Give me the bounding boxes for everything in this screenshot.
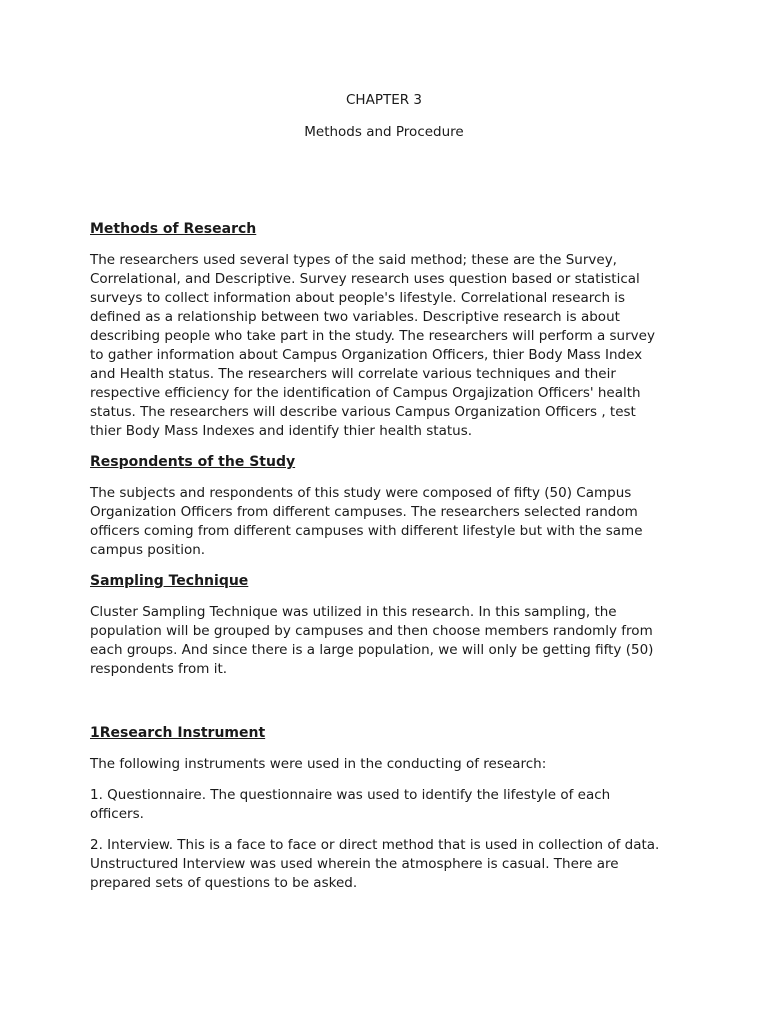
instrument-item-questionnaire: [90, 786, 690, 824]
text-line: campus position.: [90, 542, 206, 558]
text-line: Correlational, and Descriptive. Survey research uses question based or statistical: [90, 271, 640, 287]
instrument-item-interview: [90, 836, 690, 893]
text-line: The researchers used several types of the said method; these are the Survey,: [90, 252, 617, 268]
chapter-title: Methods and Procedure: [304, 124, 464, 140]
text-line: and Health status. The researchers will correlate various techniques and their: [90, 366, 616, 382]
text-line: status. The researchers will describe various Campus Organization Officers , test: [90, 404, 636, 420]
text-line: describing people who take part in the study. The researchers will perform a survey: [90, 328, 655, 344]
text-line: prepared sets of questions to be asked.: [90, 875, 358, 891]
respondents-paragraph: [90, 484, 690, 560]
text-line: defined as a relationship between two variables. Descriptive research is about: [90, 309, 620, 325]
text-line: each groups. And since there is a large population, we will only be getting fifty (50): [90, 642, 654, 658]
instrument-intro: The following instruments were used in the conducting of research:: [90, 756, 547, 772]
text-line: surveys to collect information about people's lifestyle. Correlational research is: [90, 290, 626, 306]
section-heading-methods: Methods of Research: [90, 221, 257, 237]
document-body: [90, 220, 690, 893]
text-line: The subjects and respondents of this study were composed of fifty (50) Campus: [90, 485, 632, 501]
chapter-label: CHAPTER 3: [346, 92, 422, 108]
section-heading-respondents: Respondents of the Study: [90, 454, 296, 470]
text-line: respective efficiency for the identification of Campus Orgajization Officers' health: [90, 385, 641, 401]
text-line: Organization Officers from different campuses. The researchers selected random: [90, 504, 638, 520]
sampling-paragraph: [90, 603, 690, 679]
text-line: thier Body Mass Indexes and identify thier health status.: [90, 423, 473, 439]
text-line: Cluster Sampling Technique was utilized in this research. In this sampling, the: [90, 604, 617, 620]
text-line: officers.: [90, 806, 144, 822]
text-line: 2. Interview. This is a face to face or direct method that is used in collection of data.: [90, 837, 660, 853]
section-heading-instrument: 1Research Instrument: [90, 725, 266, 741]
text-line: Unstructured Interview was used wherein the atmosphere is casual. There are: [90, 856, 619, 872]
section-heading-sampling: Sampling Technique: [90, 573, 249, 589]
text-line: to gather information about Campus Organization Officers, thier Body Mass Index: [90, 347, 643, 363]
text-line: population will be grouped by campuses and then choose members randomly from: [90, 623, 653, 639]
text-line: officers coming from different campuses with different lifestyle but with the same: [90, 523, 643, 539]
text-line: 1. Questionnaire. The questionnaire was used to identify the lifestyle of each: [90, 787, 611, 803]
text-line: respondents from it.: [90, 661, 228, 677]
methods-paragraph: [90, 251, 690, 441]
